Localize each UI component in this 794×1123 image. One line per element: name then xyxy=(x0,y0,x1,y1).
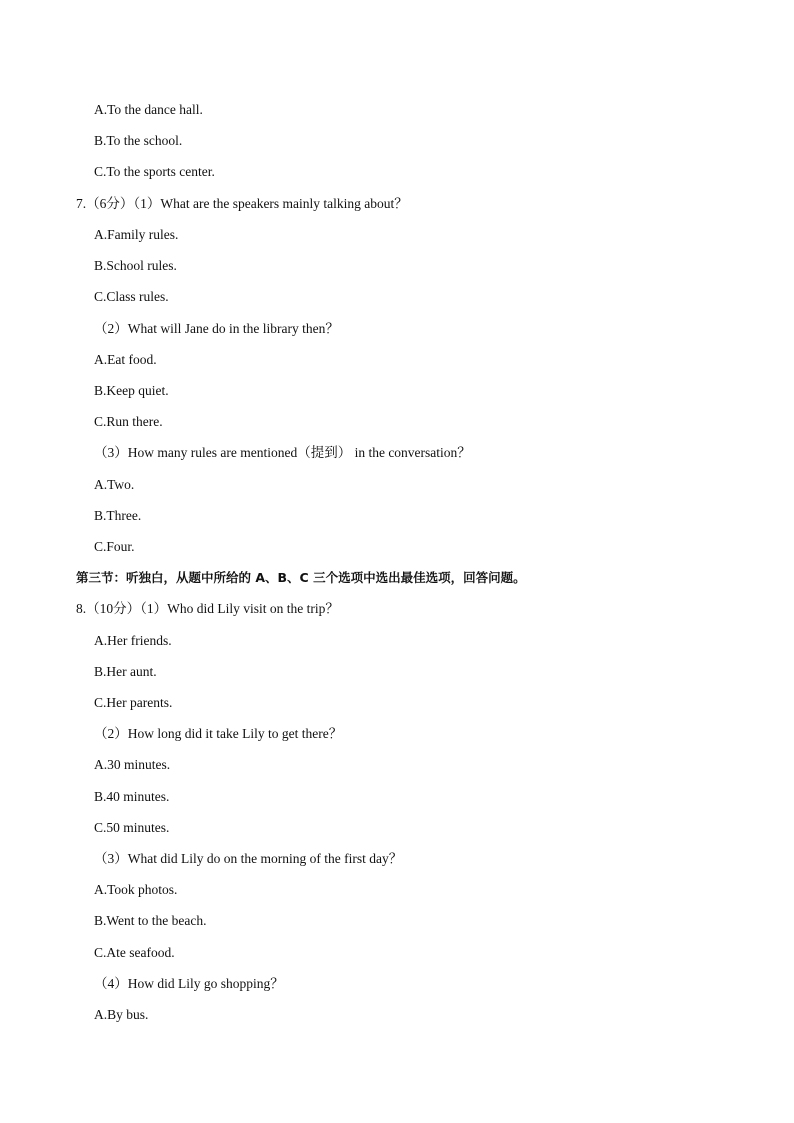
option-8-1-b: B.Her aunt. xyxy=(94,664,157,679)
question-8-2: （2）How long did it take Lily to get there？ xyxy=(94,726,343,741)
option-8-3-a: A.Took photos. xyxy=(94,882,178,897)
option-7-2-c: C.Run there. xyxy=(94,414,163,429)
option-8-2-b: B.40 minutes. xyxy=(94,789,170,804)
question-8-3: （3）What did Lily do on the morning of the first day？ xyxy=(94,851,403,866)
option-8-1-a: A.Her friends. xyxy=(94,633,172,648)
option-8-2-a: A.30 minutes. xyxy=(94,757,171,772)
question-8-1: 8.（10分）（1）Who did Lily visit on the trip？ xyxy=(76,601,339,616)
option-7-3-b: B.Three. xyxy=(94,508,142,523)
option-8-4-a: A.By bus. xyxy=(94,1007,149,1022)
option-7-3-c: C.Four. xyxy=(94,539,135,554)
option-7-2-a: A.Eat food. xyxy=(94,352,157,367)
option-8-3-c: C.Ate seafood. xyxy=(94,945,175,960)
option-6-a: A.To the dance hall. xyxy=(94,102,203,117)
question-7-2: （2）What will Jane do in the library then？ xyxy=(94,321,339,336)
option-6-b: B.To the school. xyxy=(94,133,183,148)
option-8-3-b: B.Went to the beach. xyxy=(94,913,207,928)
question-7-1: 7.（6分）（1）What are the speakers mainly talking about？ xyxy=(76,196,408,211)
option-7-3-a: A.Two. xyxy=(94,477,135,492)
option-7-1-c: C.Class rules. xyxy=(94,289,169,304)
option-8-2-c: C.50 minutes. xyxy=(94,820,170,835)
option-7-1-b: B.School rules. xyxy=(94,258,177,273)
question-7-3: （3）How many rules are mentioned（提到） in the conversation？ xyxy=(94,445,471,460)
option-6-c: C.To the sports center. xyxy=(94,164,215,179)
section-heading-3: 第三节：听独白，从题中所给的 A、B、C 三个选项中选出最佳选项，回答问题。 xyxy=(76,570,526,585)
option-7-1-a: A.Family rules. xyxy=(94,227,179,242)
question-8-4: （4）How did Lily go shopping？ xyxy=(94,976,284,991)
option-8-1-c: C.Her parents. xyxy=(94,695,173,710)
option-7-2-b: B.Keep quiet. xyxy=(94,383,169,398)
